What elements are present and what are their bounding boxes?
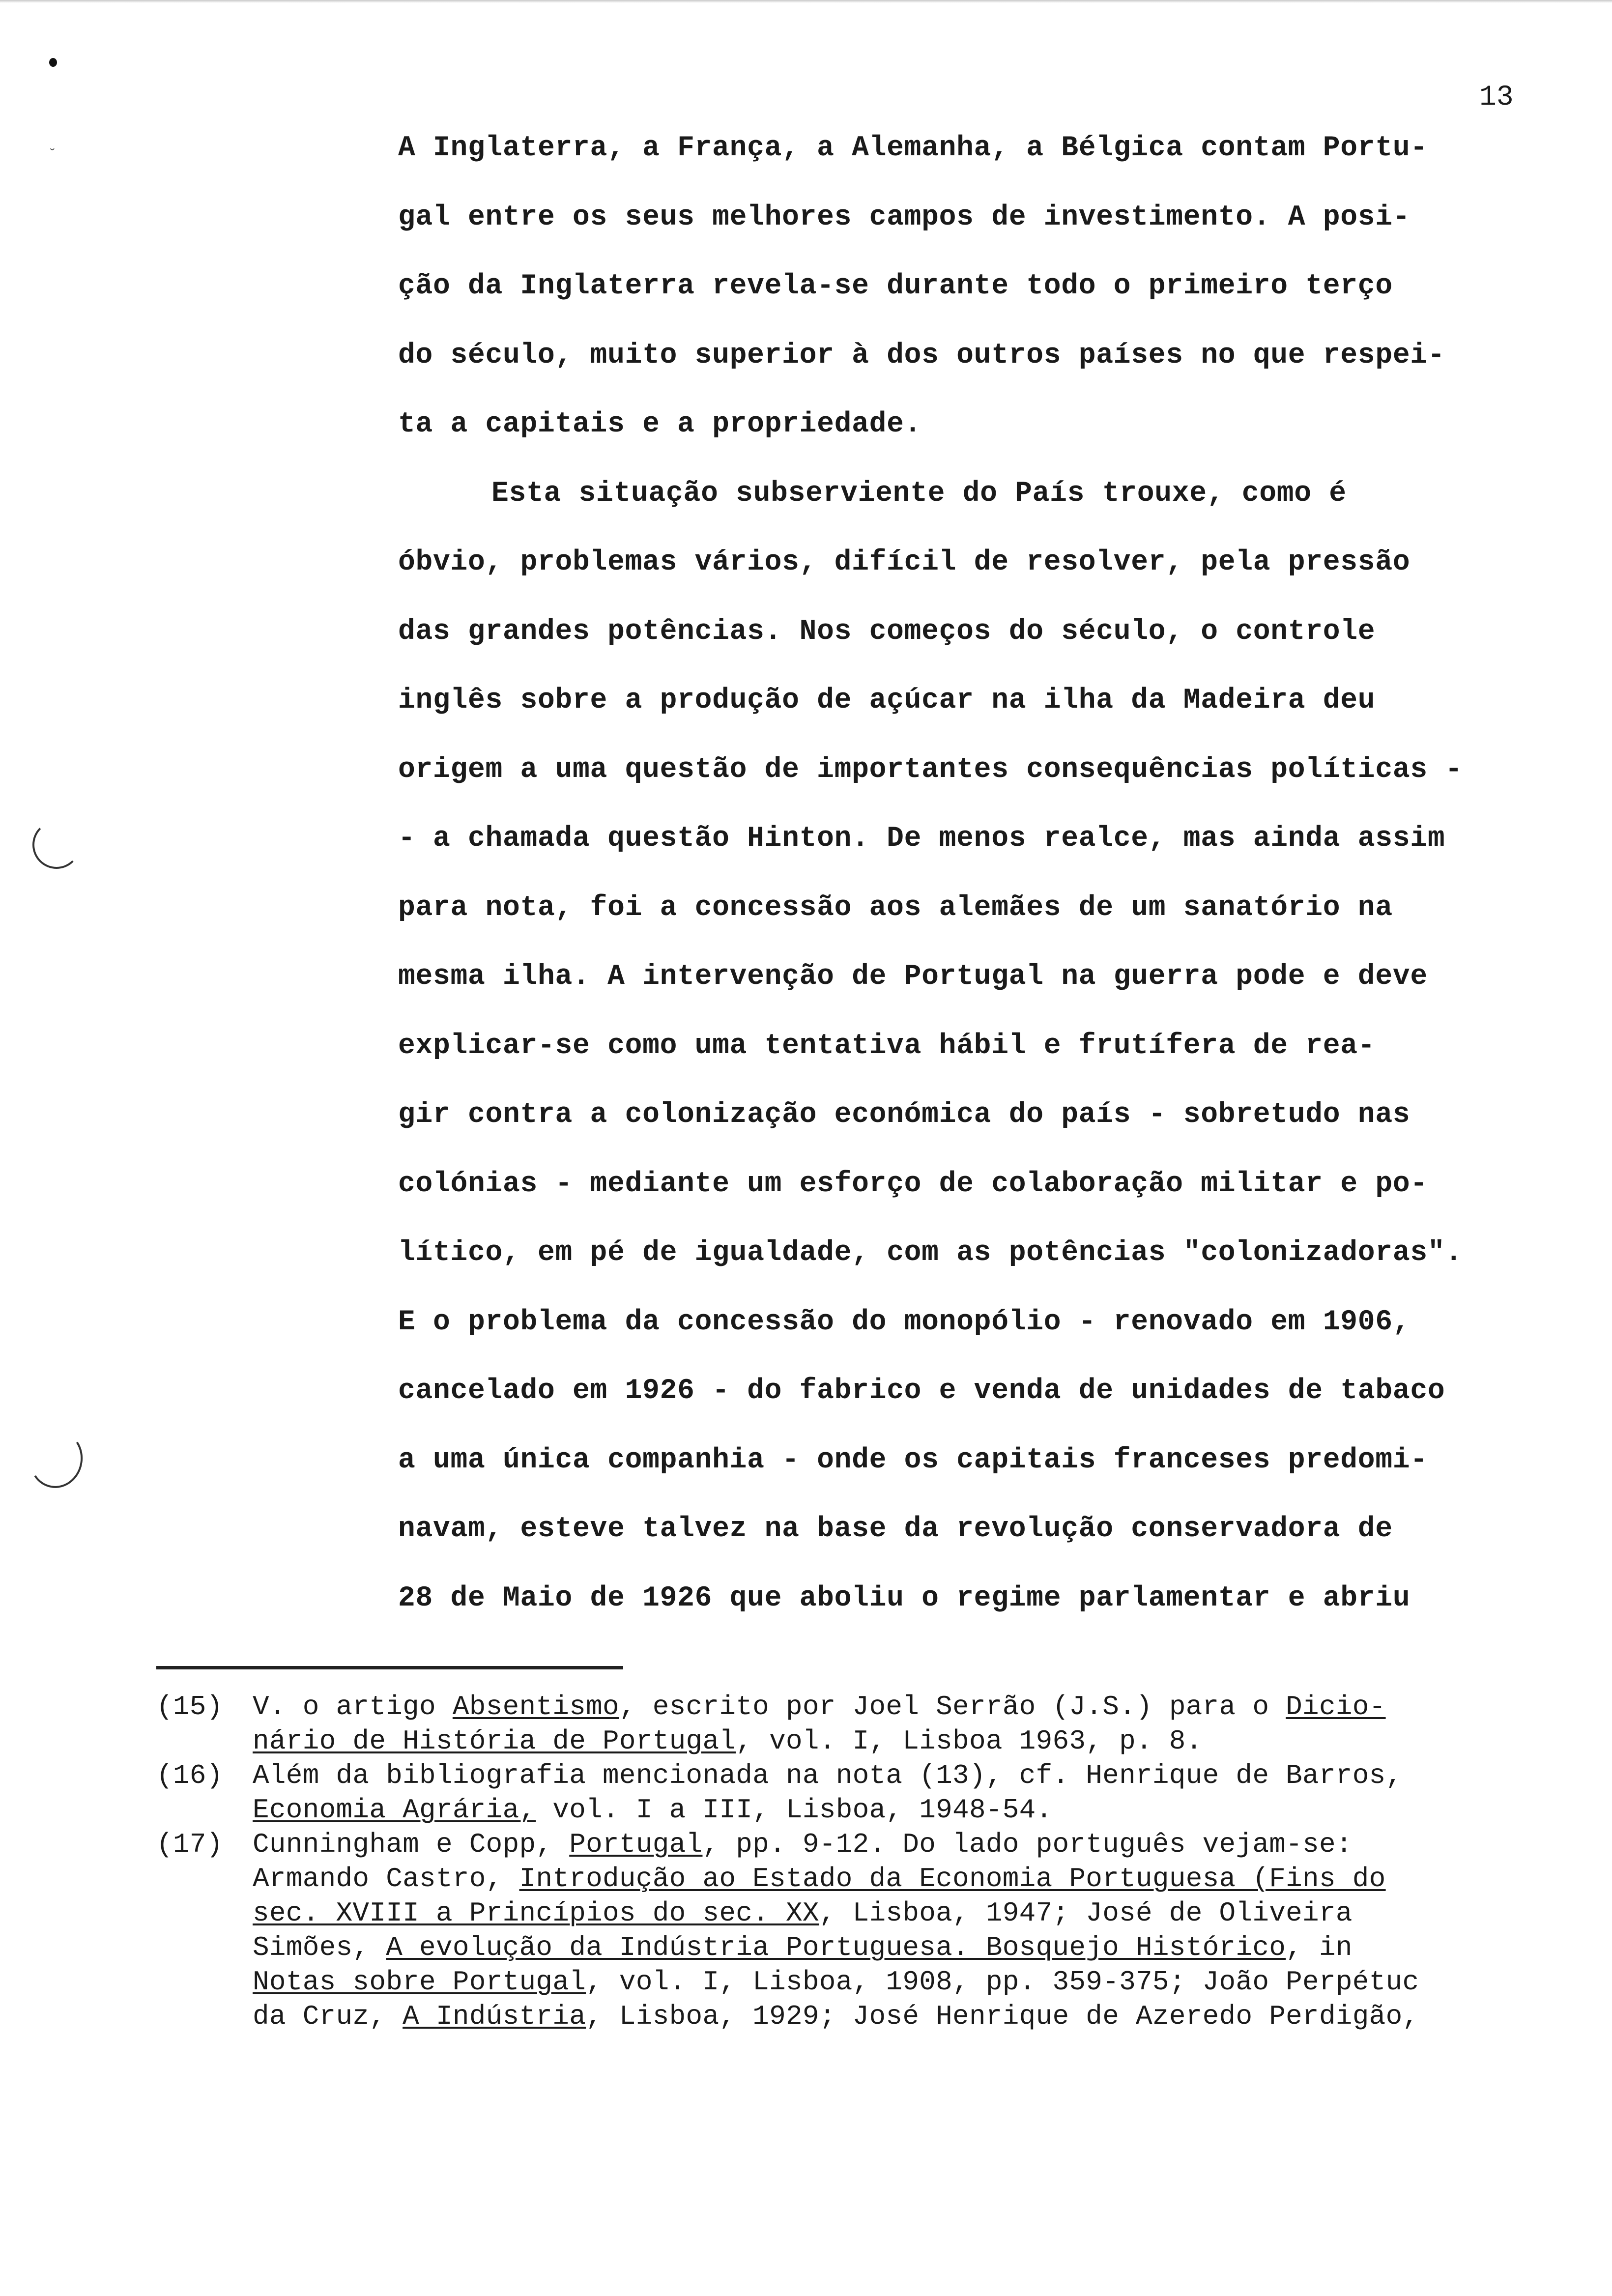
footnote-text: Além da bibliografia mencionada na nota (13), cf. Henrique de Barros, xyxy=(253,1760,1403,1791)
footnote-title: A evolução da Indústria Portuguesa. Bosquejo Histórico xyxy=(386,1932,1286,1963)
footnote-text: , vol. I, Lisboa, 1908, pp. 359-375; João Perpétuc xyxy=(586,1966,1419,1998)
body-line: gir contra a colonização económica do país - sobretudo nas xyxy=(398,1099,1410,1131)
footnote-17-cont xyxy=(156,1896,1596,1930)
body-line: navam, esteve talvez na base da revolução conservadora de xyxy=(398,1513,1393,1545)
margin-tick-mark: ˘ xyxy=(48,147,57,163)
footnote-title: Introdução ao Estado da Economia Portuguesa (Fins do xyxy=(519,1863,1386,1894)
footnote-text: Cunningham e Copp, xyxy=(253,1829,570,1860)
body-line: das grandes potências. Nos começos do século, o controle xyxy=(398,615,1376,648)
footnote-17 xyxy=(156,1827,1596,1862)
body-line: explicar-se como uma tentativa hábil e frutífera de rea- xyxy=(398,1030,1376,1062)
footnote-text: , Lisboa, 1929; José Henrique de Azeredo Perdigão, xyxy=(586,2001,1419,2032)
footnote-marker: (16) xyxy=(156,1760,223,1791)
punch-hole-mark xyxy=(49,58,57,67)
footnote-17-cont xyxy=(156,1862,1596,1896)
body-line: do século, muito superior à dos outros países no que respei- xyxy=(398,339,1445,372)
footnote-title: sec. XVIII a Princípios do sec. XX xyxy=(253,1897,819,1929)
footnote-17-cont xyxy=(156,1930,1596,1965)
body-line: cancelado em 1926 - do fabrico e venda de unidades de tabaco xyxy=(398,1375,1445,1407)
body-line: colónias - mediante um esforço de colaboração militar e po- xyxy=(398,1168,1428,1200)
scan-edge-line xyxy=(0,0,1612,3)
footnote-17-cont xyxy=(156,1965,1596,1999)
body-line: ta a capitais e a propriedade. xyxy=(398,408,922,440)
body-text xyxy=(398,129,1573,1648)
body-line: para nota, foi a concessão aos alemães de um sanatório na xyxy=(398,891,1393,924)
footnote-text: , Lisboa, 1947; José de Oliveira xyxy=(819,1897,1353,1929)
footnote-separator xyxy=(156,1666,623,1669)
footnote-16 xyxy=(156,1758,1596,1793)
footnote-title: Economia Agrária, xyxy=(253,1794,536,1826)
footnote-marker: (15) xyxy=(156,1691,223,1722)
footnotes xyxy=(156,1690,1596,2034)
body-line: Esta situação subserviente do País trouxe, como é xyxy=(491,477,1347,510)
footnote-text: , in xyxy=(1286,1932,1353,1963)
footnote-text: Simões, xyxy=(253,1932,386,1963)
body-line: origem a uma questão de importantes consequências políticas - xyxy=(398,753,1463,786)
footnote-text: , pp. 9-12. Do lado português vejam-se: xyxy=(702,1829,1353,1860)
body-line: inglês sobre a produção de açúcar na ilha da Madeira deu xyxy=(398,685,1376,717)
footnote-text: , escrito por Joel Serrão (J.S.) para o xyxy=(619,1691,1286,1722)
footnote-15 xyxy=(156,1690,1596,1724)
footnote-text: Armando Castro, xyxy=(253,1863,519,1894)
footnote-title: Portugal xyxy=(569,1829,703,1860)
body-line: - a chamada questão Hinton. De menos realce, mas ainda assim xyxy=(398,823,1445,855)
page-number: 13 xyxy=(1479,82,1514,114)
footnote-title: A Indústria xyxy=(403,2001,586,2032)
body-line: mesma ilha. A intervenção de Portugal na guerra pode e deve xyxy=(398,961,1428,993)
footnote-marker: (17) xyxy=(156,1829,223,1860)
footnote-text: V. o artigo xyxy=(253,1691,453,1722)
footnote-text: da Cruz, xyxy=(253,2001,403,2032)
footnote-title: Notas sobre Portugal xyxy=(253,1966,586,1998)
body-line: A Inglaterra, a França, a Alemanha, a Bélgica contam Portu- xyxy=(398,132,1428,164)
body-line: a uma única companhia - onde os capitais franceses predomi- xyxy=(398,1444,1428,1476)
footnote-16-cont xyxy=(156,1793,1596,1827)
binding-arc-mark xyxy=(32,821,81,869)
footnote-title: Absentismo xyxy=(452,1691,619,1722)
footnote-text: vol. I a III, Lisboa, 1948-54. xyxy=(536,1794,1053,1826)
body-line: E o problema da concessão do monopólio - renovado em 1906, xyxy=(398,1306,1410,1338)
body-line: gal entre os seus melhores campos de investimento. A posi- xyxy=(398,201,1410,233)
footnote-title: nário de História de Portugal xyxy=(253,1725,736,1757)
footnote-17-cont xyxy=(156,1999,1596,2034)
body-line: ção da Inglaterra revela-se durante todo o primeiro terço xyxy=(398,270,1393,302)
body-line: óbvio, problemas vários, difícil de resolver, pela pressão xyxy=(398,546,1410,578)
footnote-title: Dicio- xyxy=(1286,1691,1386,1722)
body-line: 28 de Maio de 1926 que aboliu o regime parlamentar e abriu xyxy=(398,1582,1410,1614)
binding-arc-mark xyxy=(25,1426,87,1492)
body-line: lítico, em pé de igualdade, com as potências "colonizadoras". xyxy=(398,1237,1463,1269)
footnote-text: , vol. I, Lisboa 1963, p. 8. xyxy=(736,1725,1203,1757)
footnote-15-cont xyxy=(156,1724,1596,1758)
